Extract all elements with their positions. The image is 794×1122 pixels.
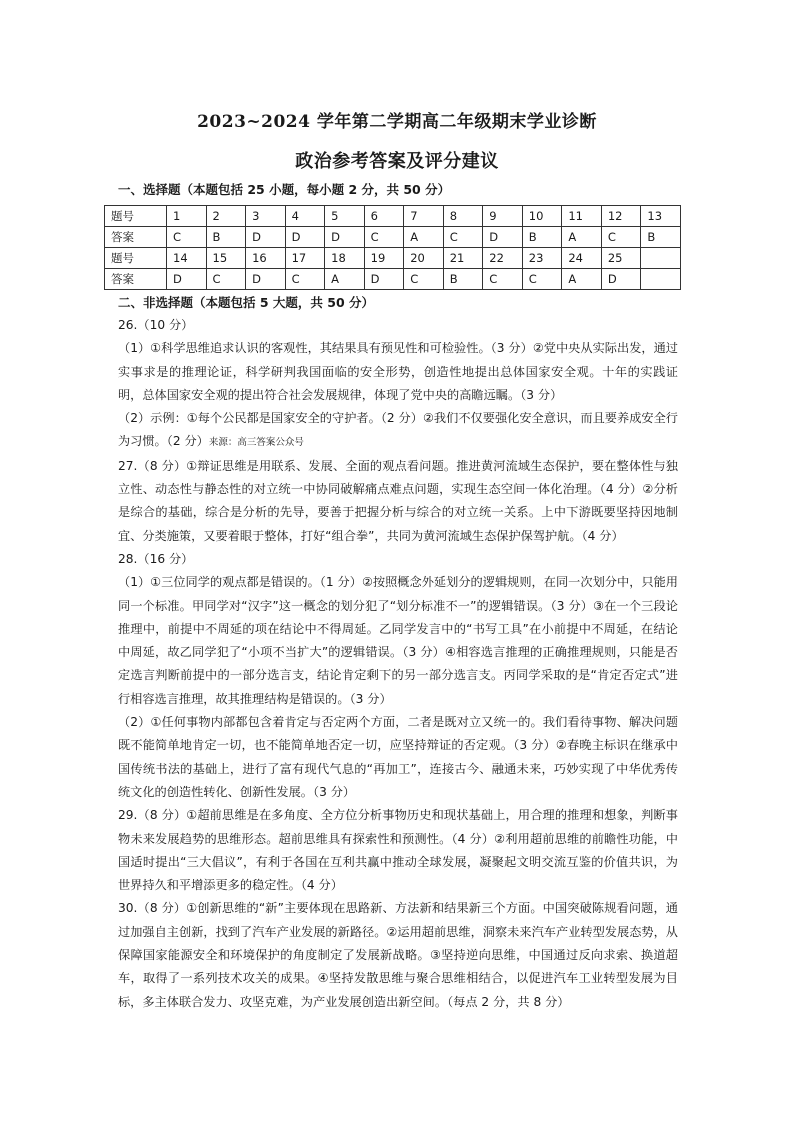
table-cell: D [364, 269, 404, 290]
table-cell: C [522, 269, 562, 290]
table-cell: A [325, 269, 365, 290]
q28-part2: （2）①任何事物内部都包含着肯定与否定两个方面，二者是既对立又统一的。我们看待事物、解决问题既不能简单地肯定一切，也不能简单地否定一切，应坚持辩证的否定观。（3 分）②春晚主标识在继承中国传统书法的基础上，进行了富有现代气息的“再加工”，连接古今、融通未来，巧妙实现了中华优秀传统文化的创造性转化、创新性发展。（3 分） [118, 715, 678, 799]
table-row [105, 269, 681, 290]
q28-part1: （1）①三位同学的观点都是错误的。（1 分）②按照概念外延划分的逻辑规则，在同一次划分中，只能用同一个标准。甲同学对“汉字”这一概念的划分犯了“划分标准不一”的逻辑错误。（3 分）③在一个三段论推理中，前提中不周延的项在结论中不得周延。乙同学发言中的“书写工具”在小前提中不周延，在结论中周延，故乙同学犯了“小项不当扩大”的逻辑错误。（3 分）④相容选言推理的正确推理规则，只能是否定选言判断前提中的一部分选言支，结论肯定剩下的另一部分选言支。丙同学采取的是“肯定否定式”进行相容选言推理，故其推理结构是错误的。（3 分） [118, 575, 678, 706]
table-cell: 11 [562, 206, 602, 227]
table-cell: C [404, 269, 444, 290]
table-cell: 13 [641, 206, 681, 227]
table-cell: D [285, 227, 325, 248]
table-cell: B [522, 227, 562, 248]
table-cell: 8 [443, 206, 483, 227]
table-cell: B [641, 227, 681, 248]
table-cell: 3 [246, 206, 286, 227]
table-row [105, 227, 681, 248]
table-cell: D [601, 269, 641, 290]
table-row-label: 题号 [105, 248, 167, 269]
table-row-label: 题号 [105, 206, 167, 227]
table-cell: 25 [601, 248, 641, 269]
table-cell: C [285, 269, 325, 290]
table-cell: A [562, 269, 602, 290]
table-cell: 24 [562, 248, 602, 269]
table-cell: B [443, 269, 483, 290]
table-cell: 22 [483, 248, 523, 269]
table-cell: 5 [325, 206, 365, 227]
table-cell: 19 [364, 248, 404, 269]
section-heading-nonchoice: 二、非选择题（本题包括 5 大题，共 50 分） [118, 295, 375, 310]
q26-part1: （1）①科学思维追求认识的客观性，其结果具有预见性和可检验性。（3 分）②党中央从实际出发，通过实事求是的推理论证，科学研判我国面临的安全形势，创造性地提出总体国家安全观。十年的实践证明，总体国家安全观的提出符合社会发展规律，体现了党中央的高瞻远瞩。（3 分） [118, 341, 678, 402]
table-cell: D [483, 227, 523, 248]
table-cell: C [364, 227, 404, 248]
table-cell: 18 [325, 248, 365, 269]
table-cell: B [206, 227, 246, 248]
table-cell: 12 [601, 206, 641, 227]
table-cell: C [443, 227, 483, 248]
table-cell: D [246, 269, 286, 290]
table-cell: 1 [167, 206, 207, 227]
table-cell: 7 [404, 206, 444, 227]
table-cell: 2 [206, 206, 246, 227]
table-cell: C [206, 269, 246, 290]
source-note: 来源：高三答案公众号 [208, 437, 304, 449]
table-cell: 6 [364, 206, 404, 227]
table-cell: C [483, 269, 523, 290]
table-row [105, 248, 681, 269]
answer-table [104, 205, 681, 290]
table-cell: C [167, 227, 207, 248]
table-cell [641, 248, 681, 269]
table-cell: 17 [285, 248, 325, 269]
q26-part2-text: （2）示例：①每个公民都是国家安全的守护者。（2 分）②我们不仅要强化安全意识，而且要养成安全行为习惯。（2 分） [118, 411, 678, 449]
table-row [105, 206, 681, 227]
table-cell: 14 [167, 248, 207, 269]
q28-heading: 28.（16 分） [118, 551, 194, 566]
table-cell: 15 [206, 248, 246, 269]
table-cell: 16 [246, 248, 286, 269]
table-cell: D [325, 227, 365, 248]
q26-heading: 26.（10 分） [118, 318, 194, 332]
table-cell: 9 [483, 206, 523, 227]
table-cell: 21 [443, 248, 483, 269]
table-cell: 4 [285, 206, 325, 227]
document-subtitle: 政治参考答案及评分建议 [295, 151, 499, 172]
table-cell: A [404, 227, 444, 248]
q27-answer: 27.（8 分）①辩证思维是用联系、发展、全面的观点看问题。推进黄河流域生态保护，要在整体性与独立性、动态性与静态性的对立统一中协同破解痛点难点问题，实现生态空间一体化治理。（4 分）②分析是综合的基础，综合是分析的先导，要善于把握分析与综合的对立统一关系。上中下游既要坚持因地制宜、分类施策，又要着眼于整体，打好“组合拳”，共同为黄河流域生态保护保驾护航。（4 分） [118, 458, 678, 543]
table-cell: 20 [404, 248, 444, 269]
table-cell: 23 [522, 248, 562, 269]
table-cell: D [246, 227, 286, 248]
table-row-label: 答案 [105, 227, 167, 248]
table-row-label: 答案 [105, 269, 167, 290]
table-cell: D [167, 269, 207, 290]
table-cell: 10 [522, 206, 562, 227]
document-title: 2023~2024 学年第二学期高二年级期末学业诊断 [197, 112, 597, 132]
table-cell [641, 269, 681, 290]
table-cell: A [562, 227, 602, 248]
table-cell: C [601, 227, 641, 248]
q30-answer: 30.（8 分）①创新思维的“新”主要体现在思路新、方法新和结果新三个方面。中国突破陈规看问题，通过加强自主创新，找到了汽车产业发展的新路径。②运用超前思维，洞察未来汽车产业转型发展态势，从保障国家能源安全和环境保护的角度制定了发展新战略。③坚持逆向思维，中国通过反向求索、换道超车，取得了一系列技术攻关的成果。④坚持发散思维与聚合思维相结合，以促进汽车工业转型发展为目标，多主体联合发力、攻坚克难，为产业发展创造出新空间。（每点 2 分，共 8 分） [118, 901, 678, 1009]
q26-part2 [118, 407, 678, 455]
section-heading-choice: 一、选择题（本题包括 25 小题，每小题 2 分，共 50 分） [118, 182, 451, 197]
answers-body [118, 314, 678, 1014]
q29-answer: 29.（8 分）①超前思维是在多角度、全方位分析事物历史和现状基础上，用合理的推理和想象，判断事物未来发展趋势的思维形态。超前思维具有探索性和预测性。（4 分）②利用超前思维的前瞻性功能，中国适时提出“三大倡议”，有利于各国在互利共赢中推动全球发展，凝聚起文明交流互鉴的价值共识，为世界持久和平增添更多的稳定性。（4 分） [118, 808, 678, 893]
